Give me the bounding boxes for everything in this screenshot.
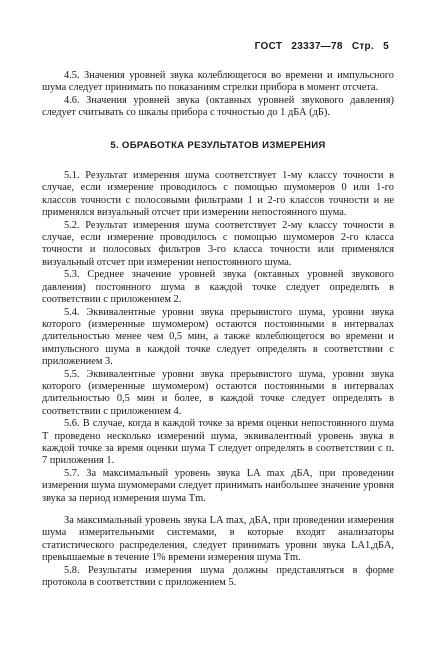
page-label: Стр.	[351, 41, 375, 52]
paragraph-5-4: 5.4. Эквивалентные уровни звука прерывистого шума, уровни звука которого (измеренные шумомером) остаются постоянными в интервалах длительностью менее чем 0,5 мин, а также колеблющегося во времени и импульсного шума в каждой точке следует определять в соответствии с приложением 3.	[42, 306, 394, 368]
paragraph-5-3: 5.3. Среднее значение уровней звука (октавных уровней звукового давления) постоянного шума в каждой точке следует определять в соответствии с приложением 2.	[42, 269, 394, 306]
paragraph-gap	[42, 505, 394, 515]
paragraph-4-5: 4.5. Значения уровней звука колеблющегося во времени и импульсного шума следует принимать по показаниям стрелки прибора в момент отсчета.	[42, 70, 394, 94]
standard-label: ГОСТ	[254, 41, 283, 52]
paragraph-5-6: 5.6. В случае, когда в каждой точке за время оценки непостоянного шума T проведено несколько измерений шума, эквивалентный уровень звука в каждой точке за время оценки шума T следует определять в соответствии с п. 7 приложения 1.	[42, 418, 394, 467]
paragraph-5-8: 5.8. Результаты измерения шума должны представляться в форме протокола в соответствии с приложением 5.	[42, 564, 394, 589]
paragraph-max-level: За максимальный уровень звука LA max, дБА, при проведении измерения шума измерительными системами, в которые входят анализаторы статистического распределения, следует принимать уровни звука LA1,дБА, превышаемые в течение 1% времени измерения шума Tm.	[42, 515, 394, 564]
paragraph-5-1: 5.1. Результат измерения шума соответствует 1-му классу точности в случае, если измерение проводилось с помощью шумомеров 0 или 1-го классов точности с полосовыми фильтрами 1 и 2-го классов точности и не применялся визуальный отсчет при измерении непостоянного шума.	[42, 170, 394, 219]
page-number: 5	[383, 41, 389, 52]
section-title: 5. ОБРАБОТКА РЕЗУЛЬТАТОВ ИЗМЕРЕНИЯ	[110, 139, 326, 151]
paragraph-5-2: 5.2. Результат измерения шума соответствует 2-му классу точности в случае, если измерение проводилось с помощью шумомеров 2-го класса точности и полосовых фильтров 3-го класса точности или применялся визуальный отсчет при измерении непостоянного шума.	[42, 219, 394, 268]
paragraph-5-7: 5.7. За максимальный уровень звука LA max дБА, при проведении измерения шума шумомерами следует принимать наибольшее значение уровня звука за период измерения шума Tm.	[42, 467, 394, 504]
body-text	[42, 70, 394, 589]
page-header	[255, 41, 389, 53]
paragraph-5-5: 5.5. Эквивалентные уровни звука прерывистого шума, уровни звука которого (измеренные шумомером) остаются постоянными в интервалах длительностью 0,5 мин и более, в каждой точке следует определять в соответствии с приложением 4.	[42, 368, 394, 417]
standard-number: 23337—78	[291, 41, 343, 52]
paragraph-4-6: 4.6. Значения уровней звука (октавных уровней звукового давления) следует считывать со шкалы прибора с точностью до 1 дБА (дБ).	[42, 94, 394, 119]
